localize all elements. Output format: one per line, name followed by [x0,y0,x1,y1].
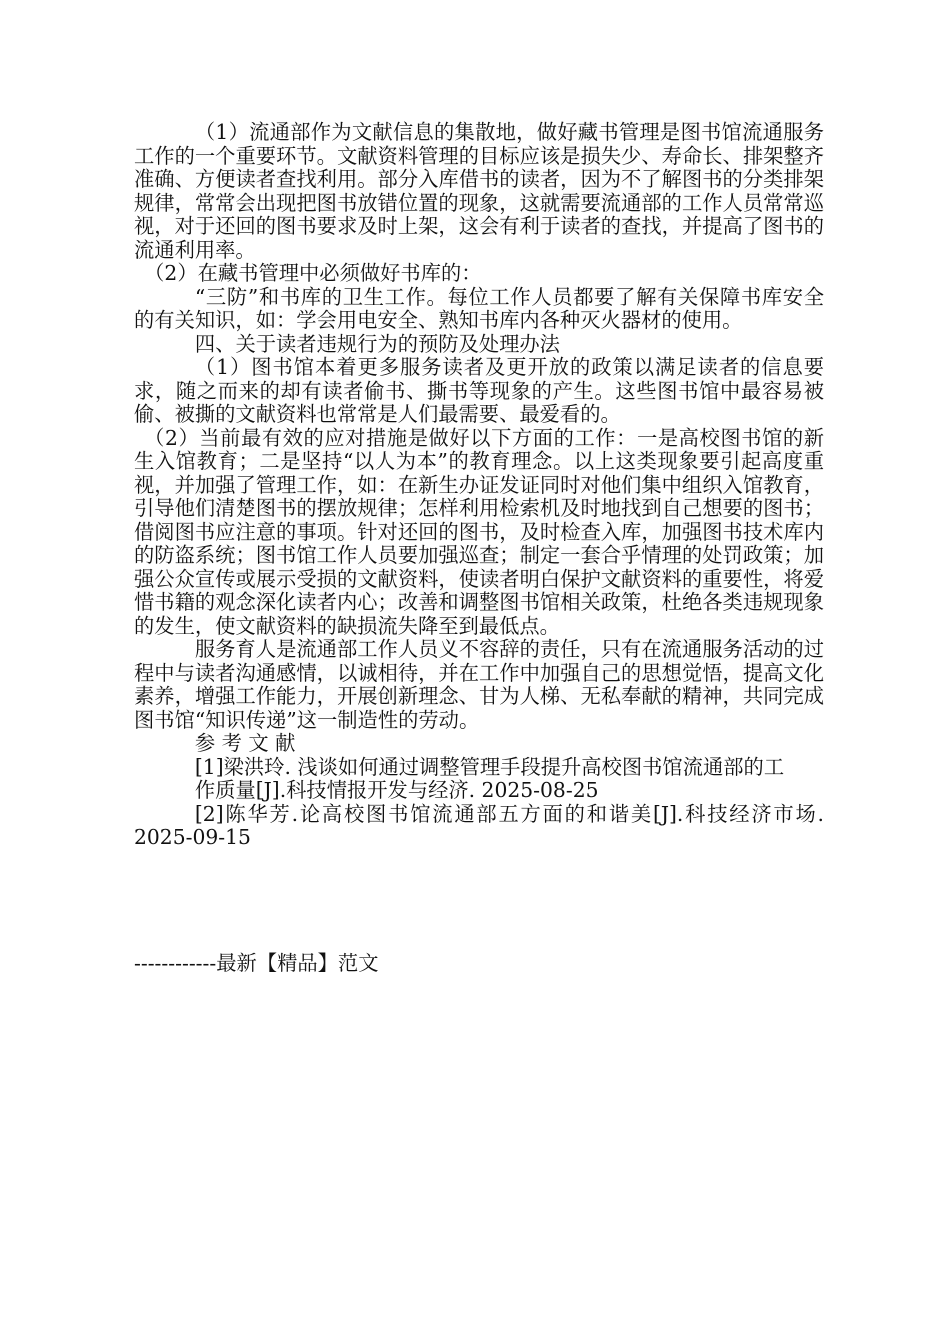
reference-1-line-2: 作质量[J].科技情报开发与经济. 2025-08-25 [194,778,599,802]
paragraph-three-prevention: “三防”和书库的卫生工作。每位工作人员都要了解有关保障书库安全的有关知识，如：学会用电安全、熟知书库内各种灭火器材的使用。 [134,284,824,332]
section-heading-violations: 四、关于读者违规行为的预防及处理办法 [194,331,560,356]
reference-1-line-1: [1]梁洪玲. 浅谈如何通过调整管理手段提升高校图书馆流通部的工 [194,754,785,779]
document-body [134,121,824,975]
paragraph-service-education: 服务育人是流通部工作人员义不容辞的责任，只有在流通服务活动的过程中与读者沟通感情，以诚相待，并在工作中加强自己的思想觉悟，提高文化素养，增强工作能力，开展创新理念、甘为人梯、无私奉献的精神，共同完成图书馆“知识传递”这一制造性的劳动。 [134,637,824,732]
paragraph-circulation-collection: （1）流通部作为文献信息的集散地，做好藏书管理是图书馆流通服务工作的一个重要环节。文献资料管理的目标应该是损失少、寿命长、排架整齐准确、方便读者查找利用。部分入库借书的读者，因为不了解图书的分类排架规律，常常会出现把图书放错位置的现象，这就需要流通部的工作人员常常巡视，对于还回的图书要求及时上架，这会有利于读者的查找，并提高了图书的流通利用率。 [134,120,824,262]
paragraph-collection-management-item2: （2）在藏书管理中必须做好书库的： [144,261,482,285]
footer-text: ------------最新【精品】范文 [134,950,379,975]
reference-2: [2]陈华芳.论高校图书馆流通部五方面的和谐美[J].科技经济市场. 2025-09-15 [134,801,824,849]
spacer [134,850,824,952]
paragraph-violations-item2: （2）当前最有效的应对措施是做好以下方面的工作：一是高校图书馆的新生入馆教育；二是坚持“以人为本”的教育理念。以上这类现象要引起高度重视，并加强了管理工作，如：在新生办证发证同时对他们集中组织入馆教育，引导他们清楚图书的摆放规律；怎样利用检索机及时地找到自己想要的图书；借阅图书应注意的事项。针对还回的图书，及时检查入库，加强图书技术库内的防盗系统；图书馆工作人员要加强巡查；制定一套合乎情理的处罚政策；加强公众宣传或展示受损的文献资料，使读者明白保护文献资料的重要性，将爱惜书籍的观念深化读者内心；改善和调整图书馆相关政策，杜绝各类违规现象的发生，使文献资料的缺损流失降至到最低点。 [134,425,824,638]
references-heading: 参 考 文 献 [194,731,296,755]
paragraph-violations-item1: （1）图书馆本着更多服务读者及更开放的政策以满足读者的信息要求，随之而来的却有读者偷书、撕书等现象的产生。这些图书馆中最容易被偷、被撕的文献资料也常常是人们最需要、最爱看的。 [134,355,824,426]
